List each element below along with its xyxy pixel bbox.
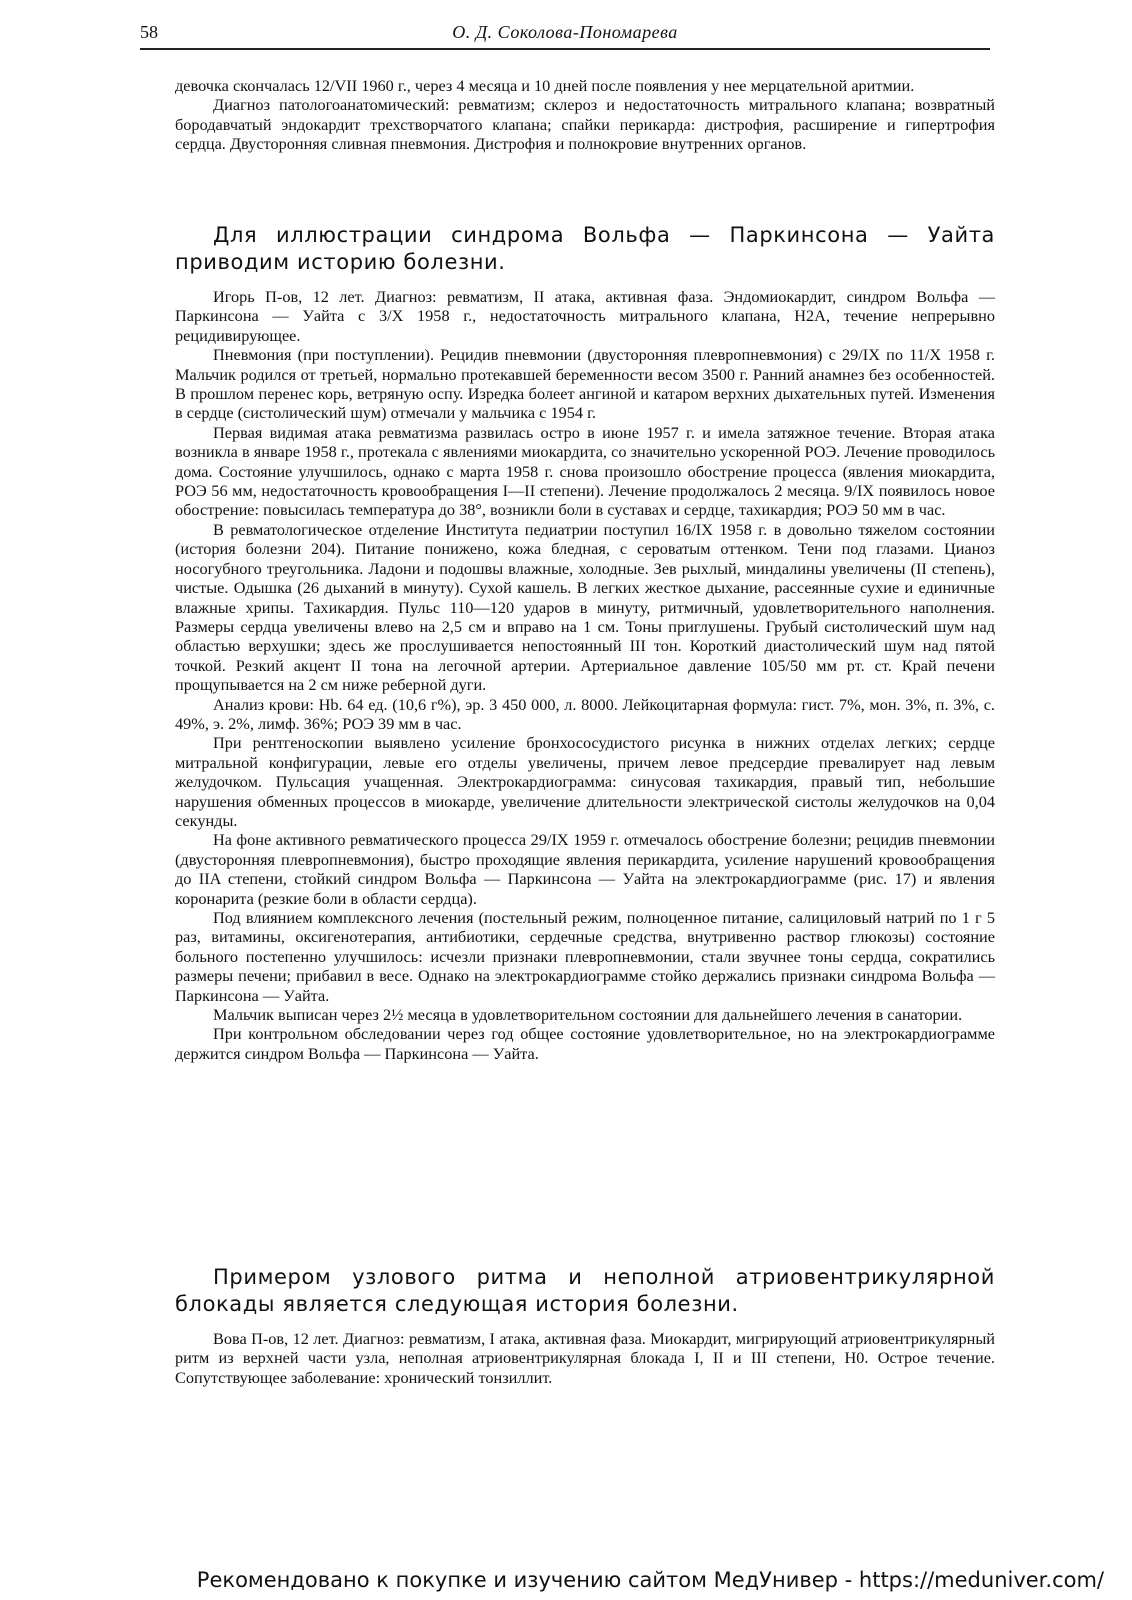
paragraph: На фоне активного ревматического процесса 29/IX 1959 г. отмечалось обострение болезни; рецидив пневмонии (двусторонняя плевропневмония), быстро проходящие явления перикардита, усиление нарушений кровообращения до IIA степени, стойкий синдром Вольфа — Паркинсона — Уайта на электрокардиограмме (рис. 17) и явления коронарита (резкие боли в области сердца). [175,830,995,908]
section-heading-wpw: Для иллюстрации синдрома Вольфа — Паркинсона — Уайта приводим историю болезни. [175,223,995,274]
paragraph: Мальчик выписан через 2½ месяца в удовлетворительном состоянии для дальнейшего лечения в санатории. [213,1005,963,1025]
paragraph: Пневмония (при поступлении). Рецидив пневмонии (двусторонняя плевропневмония) с 29/IX по 11/X 1958 г. Мальчик родился от третьей, нормально протекавшей беременности весом 3500 г. Ранний анамнез без особенностей. В прошлом перенес корь, ветряную оспу. Изредка болеет ангиной и катаром верхних дыхательных путей. Изменения в сердце (систолический шум) отмечали у мальчика с 1954 г. [175,345,995,423]
page-header [140,20,990,50]
paragraph: Игорь П-ов, 12 лет. Диагноз: ревматизм, II атака, активная фаза. Эндомиокардит, синдром Вольфа — Паркинсона — Уайта с 3/X 1958 г., недостаточность митрального клапана, H2A, течение непрерывно рецидивирующее. [175,287,995,345]
paragraph: девочка скончалась 12/VII 1960 г., через 4 месяца и 10 дней после появления у нее мерцательной аритмии. [175,76,915,95]
paragraph: Диагноз патологоанатомический: ревматизм; склероз и недостаточность митрального клапана; возвратный бородавчатый эндокардит трехстворчатого клапана; спайки перикарда: дистрофия, расширение и гипертрофия сердца. Двусторонняя сливная пневмония. Дистрофия и полнокровие внутренних органов. [175,95,995,154]
text-block-2 [175,287,995,1063]
page-number: 58 [140,22,158,42]
paragraph: Вова П-ов, 12 лет. Диагноз: ревматизм, I атака, активная фаза. Миокардит, мигрирующий атриовентрикулярный ритм из верхней части узла, неполная атриовентрикулярная блокада I, II и III степени, H0. Острое течение. Сопутствующее заболевание: хронический тонзиллит. [175,1329,995,1387]
paragraph: Анализ крови: Hb. 64 ед. (10,6 г%), эр. 3 450 000, л. 8000. Лейкоцитарная формула: гист. 7%, мон. 3%, п. 3%, с. 49%, э. 2%, лимф. 36%; РОЭ 39 мм в час. [175,694,995,733]
text-block-3 [175,1329,995,1387]
section-heading-nodal-rhythm: Примером узлового ритма и неполной атриовентрикулярной блокады является следующая история болезни. [175,1265,995,1316]
paragraph: В ревматологическое отделение Института педиатрии поступил 16/IX 1958 г. в довольно тяжелом состоянии (история болезни 204). Питание понижено, кожа бледная, с сероватым оттенком. Тени под глазами. Цианоз носогубного треугольника. Ладони и подошвы влажные, холодные. Зев рыхлый, миндалины увеличены (II степень), чистые. Одышка (26 дыханий в минуту). Сухой кашель. В легких жесткое дыхание, рассеянные сухие и единичные влажные хрипы. Тахикардия. Пульс 110—120 ударов в минуту, ритмичный, удовлетворительного наполнения. Размеры сердца увеличены влево на 2,5 см и вправо на 1 см. Тоны приглушены. Грубый систолический шум над областью верхушки; здесь же прослушивается непостоянный III тон. Короткий диастолический шум над пятой точкой. Резкий акцент II тона на легочной артерии. Артериальное давление 105/50 мм рт. ст. Край печени прощупывается на 2 см ниже реберной дуги. [175,519,995,695]
text-block-1 [175,76,995,154]
paragraph: Первая видимая атака ревматизма развилась остро в июне 1957 г. и имела затяжное течение. Вторая атака возникла в январе 1958 г., протекала с явлениями миокардита, со значительно ускоренной РОЭ. Лечение проводилось дома. Состояние улучшилось, однако с марта 1958 г. снова произошло обострение процесса (явления миокардита, РОЭ 56 мм, недостаточность кровообращения I—II степени). Лечение продолжалось 2 месяца. 9/IX появилось новое обострение: повысилась температура до 38°, возникли боли в суставах и сердце, тахикардия; РОЭ 50 мм в час. [175,422,995,520]
running-title: О. Д. Соколова-Пономарева [452,22,678,42]
paragraph: При контрольном обследовании через год общее состояние удовлетворительное, но на электрокардиограмме держится синдром Вольфа — Паркинсона — Уайта. [175,1024,995,1063]
paragraph: Под влиянием комплексного лечения (постельный режим, полноценное питание, салициловый натрий по 1 г 5 раз, витамины, оксигенотерапия, антибиотики, сердечные средства, внутривенно раствор глюкозы) состояние больного постепенно улучшилось: исчезли признаки плевропневмонии, стали звучнее тоны сердца, сократились размеры печени; прибавил в весе. Однако на электрокардиограмме стойко держались признаки синдрома Вольфа — Паркинсона — Уайта. [175,908,995,1005]
paragraph: При рентгеноскопии выявлено усиление бронхососудистого рисунка в нижних отделах легких; сердце митральной конфигурации, левые его отделы увеличены, причем левое предсердие превалирует над левым желудочком. Пульсация учащенная. Электрокардиограмма: синусовая тахикардия, правый тип, небольшие нарушения обменных процессов в миокарде, увеличение длительности электрической систолы желудочков на 0,04 секунды. [175,733,995,830]
footer-recommendation: Рекомендовано к покупке и изучению сайтом МедУнивер - https://meduniver.com/ [196,1568,1104,1592]
